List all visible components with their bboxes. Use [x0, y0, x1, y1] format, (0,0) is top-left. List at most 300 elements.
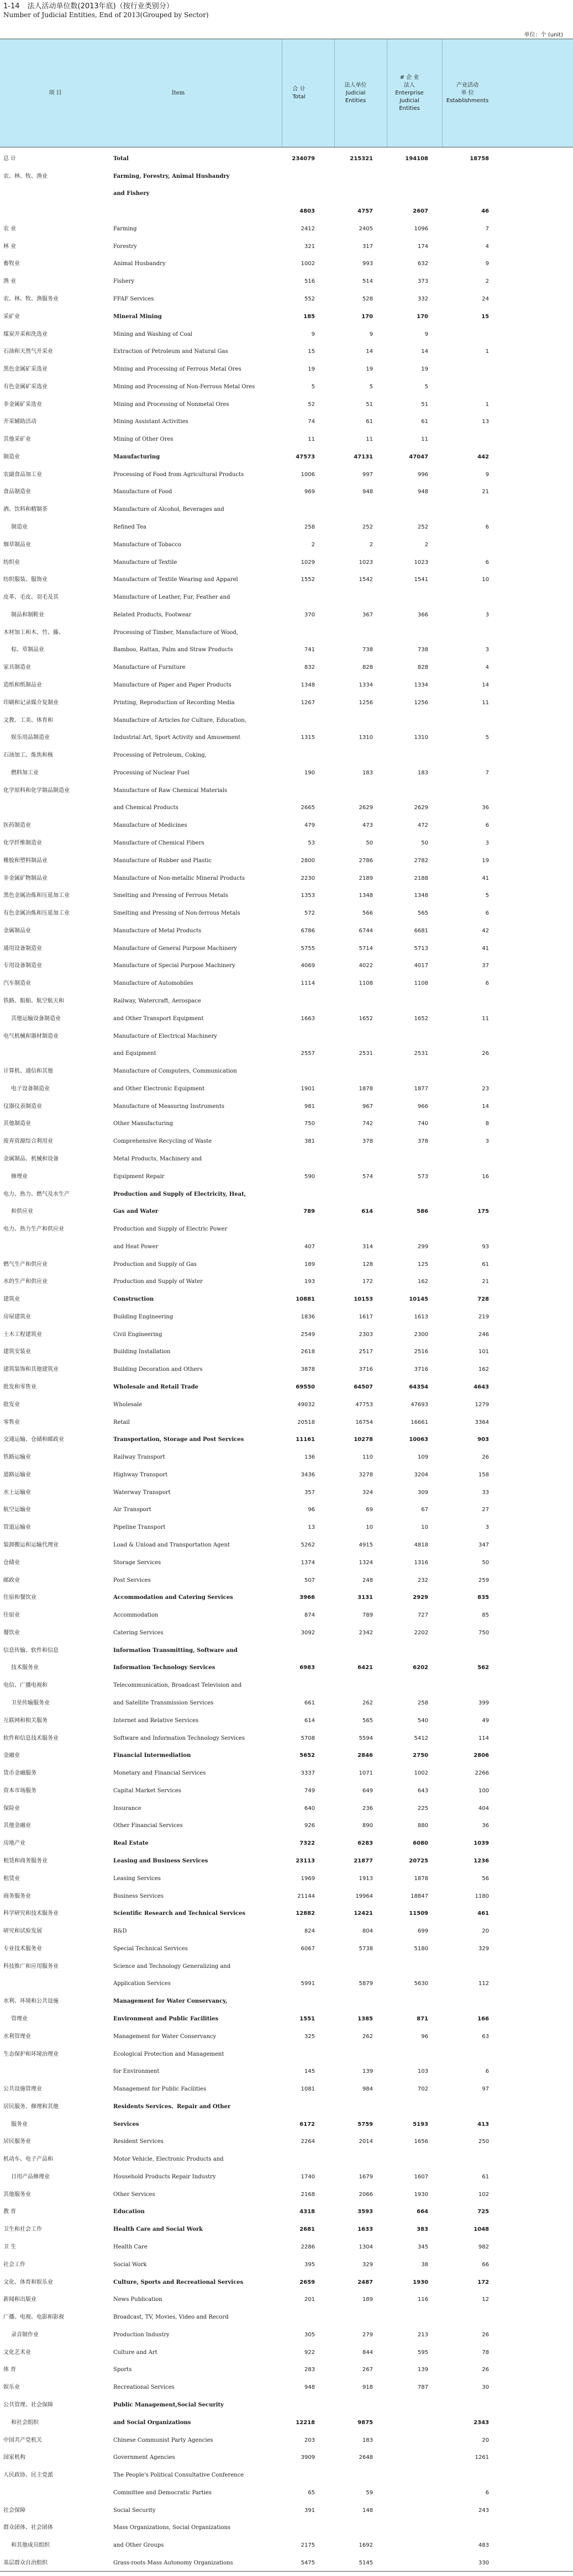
row-label-en: Mining Assistant Activities — [113, 419, 188, 425]
cell-total: 189 — [304, 1261, 315, 1268]
cell-enterprise-entities: 10063 — [409, 1437, 428, 1443]
cell-total: 3436 — [301, 1471, 315, 1478]
cell-total: 572 — [304, 910, 315, 917]
row-label-cn: 生态保护和环境治理业 — [3, 2051, 59, 2057]
cell-judicial-entities: 3593 — [358, 2209, 373, 2215]
row-label-cn: 商务服务业 — [3, 1893, 31, 1899]
cell-enterprise-entities: 1096 — [414, 225, 428, 232]
cell-establishments: 330 — [478, 2559, 489, 2566]
cell-total: 922 — [304, 2349, 315, 2356]
cell-enterprise-entities: 2 — [424, 541, 428, 548]
row-label-en: Mining of Other Ores — [113, 436, 174, 443]
cell-judicial-entities: 47753 — [355, 1401, 373, 1408]
table-row — [0, 1569, 573, 1586]
table-row — [0, 1411, 573, 1428]
row-label-cn: 水的生产和供应业 — [3, 1279, 48, 1285]
row-label-en: and Other Electronic Equipment — [113, 1085, 205, 1092]
cell-judicial-entities: 614 — [361, 1208, 373, 1215]
row-label-cn: 互联网和相关服务 — [3, 1717, 48, 1724]
cell-judicial-entities: 267 — [362, 2367, 373, 2373]
cell-establishments: 63 — [482, 2033, 489, 2040]
cell-enterprise-entities: 6681 — [414, 927, 428, 934]
cell-establishments: 166 — [477, 2015, 489, 2022]
cell-establishments: 10 — [482, 577, 489, 583]
cell-establishments: 1261 — [475, 2454, 489, 2461]
cell-total: 13 — [308, 1524, 315, 1531]
cell-establishments: 4643 — [474, 1384, 489, 1391]
row-label-en: Capital Market Services — [113, 1787, 181, 1794]
row-label-en: Bamboo, Rattan, Palm and Straw Products — [113, 647, 233, 653]
cell-judicial-entities: 16754 — [355, 1419, 373, 1426]
cell-enterprise-entities: 828 — [417, 664, 428, 671]
cell-establishments: 329 — [478, 1945, 489, 1952]
cell-judicial-entities: 279 — [362, 2331, 373, 2338]
cell-enterprise-entities: 2531 — [414, 1051, 428, 1057]
row-label-en: Railway, Watercraft, Aerospace — [113, 997, 201, 1004]
row-label-cn: 铁路、船舶、航空航天和 — [3, 997, 64, 1004]
cell-judicial-entities: 565 — [362, 1717, 373, 1724]
row-label-cn: 人民政协、民主党派 — [3, 2472, 53, 2479]
cell-judicial-entities: 2342 — [359, 1629, 373, 1636]
row-label-en: Committee and Democratic Parties — [113, 2489, 212, 2496]
cell-judicial-entities: 10 — [366, 1524, 373, 1531]
row-label-cn: 黑色金属冶炼和压延加工业 — [3, 893, 70, 899]
table-row — [0, 1498, 573, 1516]
row-label-cn: 建筑业 — [3, 1296, 20, 1303]
row-label-en: News Publication — [113, 2297, 162, 2303]
row-label-en: Manufacture of Special Purpose Machinery — [113, 963, 235, 969]
cell-total: 381 — [304, 1138, 315, 1145]
cell-total: 52 — [308, 401, 315, 408]
cell-enterprise-entities: 258 — [417, 1699, 428, 1706]
row-label-en: Social Work — [113, 2261, 147, 2268]
cell-establishments: 100 — [478, 1787, 489, 1794]
cell-establishments: 219 — [478, 1313, 489, 1320]
cell-establishments: 6 — [485, 980, 489, 987]
table-row — [0, 1744, 573, 1762]
row-label-en: Business Services — [113, 1893, 164, 1899]
cell-total: 3092 — [301, 1629, 315, 1636]
cell-total: 824 — [304, 1928, 315, 1935]
cell-judicial-entities: 5 — [369, 383, 373, 390]
row-label-en: Residents Services、Repair and Other — [113, 2103, 231, 2110]
table-row — [0, 1989, 573, 2007]
row-label-cn: 化学原料和化学制品制造业 — [3, 787, 70, 794]
table-row — [0, 1095, 573, 1112]
cell-judicial-entities: 317 — [362, 243, 373, 250]
row-label-cn: 烟草制品业 — [3, 541, 31, 548]
row-label-cn: 采矿业 — [3, 313, 20, 320]
row-label-cn: 家具制造业 — [3, 664, 31, 671]
table-row — [0, 1375, 573, 1393]
cell-total: 69550 — [296, 1384, 315, 1391]
row-label-cn: 居民服务业 — [3, 2139, 31, 2145]
row-label-en: Mass Organizations, Social Organizations — [113, 2525, 231, 2531]
row-label-en: Building Engineering — [113, 1313, 174, 1320]
cell-total: 832 — [304, 664, 315, 671]
cell-total: 96 — [308, 1507, 315, 1513]
cell-judicial-entities: 12421 — [354, 1910, 373, 1917]
table-row — [0, 796, 573, 814]
cell-total: 1901 — [301, 1085, 315, 1092]
row-label-en: and Equipment — [113, 1051, 156, 1057]
row-label-cn: 国家机构 — [3, 2454, 25, 2461]
cell-judicial-entities: 6421 — [358, 1665, 373, 1671]
cell-establishments: 78 — [482, 2349, 489, 2356]
table-row — [0, 1112, 573, 1130]
cell-total: 49032 — [297, 1401, 315, 1408]
cell-enterprise-entities: 727 — [417, 1612, 428, 1619]
table-row — [0, 1603, 573, 1621]
row-label-cn: 租赁和商务服务业 — [3, 1857, 48, 1864]
row-label-en: Manufacture of Raw Chemical Materials — [113, 787, 228, 794]
row-label-cn: 餐饮业 — [3, 1629, 20, 1636]
cell-establishments: 158 — [478, 1471, 489, 1478]
row-label-cn: 印刷和记录媒介复制业 — [3, 699, 59, 706]
cell-enterprise-entities: 64354 — [409, 1384, 428, 1391]
cell-judicial-entities: 2189 — [359, 875, 373, 881]
cell-establishments: 102 — [478, 2191, 489, 2198]
cell-establishments: 9 — [485, 261, 489, 267]
cell-judicial-entities: 789 — [362, 1612, 373, 1619]
row-label-cn: 非金属矿采选业 — [3, 401, 42, 408]
cell-judicial-entities: 738 — [362, 647, 373, 653]
table-row — [0, 1042, 573, 1060]
row-label-cn: 电子设备制造业 — [11, 1085, 50, 1092]
cell-enterprise-entities: 332 — [417, 295, 428, 302]
cell-judicial-entities: 566 — [362, 910, 373, 917]
cell-total: 2800 — [301, 857, 315, 864]
row-label-cn: 总 计 — [3, 155, 17, 162]
table-row — [0, 638, 573, 656]
cell-judicial-entities: 2 — [369, 541, 373, 548]
table-body — [0, 147, 573, 2572]
row-label-cn: 有色金属冶炼和压延加工业 — [3, 910, 70, 917]
cell-enterprise-entities: 1930 — [413, 2279, 428, 2285]
cell-establishments: 4 — [485, 243, 489, 250]
header-establishments: 产业活动 单 位 Establishments — [442, 39, 492, 147]
row-label-en: Processing of Petroleum, Coking, — [113, 752, 207, 759]
cell-establishments: 399 — [478, 1699, 489, 1706]
cell-total: 11 — [308, 436, 315, 443]
cell-total: 136 — [304, 1454, 315, 1461]
cell-establishments: 12 — [482, 2297, 489, 2303]
table-row — [0, 691, 573, 709]
table-row — [0, 867, 573, 884]
row-label-en: FFAF Services — [113, 295, 154, 302]
table-row — [0, 779, 573, 796]
cell-establishments: 30 — [482, 2384, 489, 2391]
cell-establishments: 3 — [485, 1138, 489, 1145]
cell-total: 2659 — [299, 2279, 315, 2285]
row-label-en: Mining and Washing of Coal — [113, 331, 192, 337]
cell-total: 12218 — [296, 2419, 315, 2426]
table-row — [0, 2358, 573, 2376]
row-label-en: for Environment — [113, 2068, 160, 2075]
row-label-en: Building Decoration and Others — [113, 1366, 203, 1373]
row-label-en: Smelting and Pressing of Non-ferrous Metals — [113, 910, 240, 917]
row-label-cn: 纺织服装、服饰业 — [3, 577, 48, 583]
cell-judicial-entities: 3131 — [358, 1595, 373, 1601]
row-label-cn: 电气机械和器材制造业 — [3, 1033, 59, 1039]
row-label-cn: 和供应业 — [11, 1208, 33, 1215]
cell-total: 321 — [304, 243, 315, 250]
row-label-cn: 造纸和纸制品业 — [3, 682, 42, 689]
table-row — [0, 2183, 573, 2200]
cell-total: 185 — [303, 313, 315, 320]
cell-judicial-entities: 1348 — [359, 893, 373, 899]
row-label-cn: 金融业 — [3, 1752, 20, 1759]
row-label-cn: 教 育 — [3, 2209, 17, 2215]
cell-judicial-entities: 2846 — [358, 1752, 373, 1759]
table-row — [0, 1639, 573, 1656]
cell-total: 874 — [304, 1612, 315, 1619]
row-label-cn: 燃料加工业 — [11, 769, 39, 776]
row-label-cn: 研究和试验发展 — [3, 1928, 42, 1935]
table-row — [0, 849, 573, 867]
table-row — [0, 287, 573, 305]
row-label-cn: 畜牧业 — [3, 261, 20, 267]
cell-establishments: 1236 — [474, 1857, 489, 1864]
cell-establishments: 26 — [482, 2331, 489, 2338]
row-label-cn: 社会工作 — [3, 2261, 25, 2268]
cell-establishments: 18758 — [470, 155, 489, 162]
row-label-cn: 录音制作业 — [11, 2331, 39, 2338]
row-label-cn: 汽车制造业 — [3, 980, 31, 987]
cell-enterprise-entities: 5 — [424, 383, 428, 390]
cell-judicial-entities: 2629 — [359, 805, 373, 811]
row-label-cn: 橡胶和塑料制品业 — [3, 857, 48, 864]
row-label-cn: 制造业 — [3, 453, 20, 460]
table-row — [0, 147, 573, 165]
row-label-en: Science and Technology Generalizing and — [113, 1963, 231, 1970]
table-row — [0, 656, 573, 673]
cell-total: 5755 — [301, 945, 315, 952]
cell-enterprise-entities: 6202 — [413, 1665, 428, 1671]
table-row — [0, 2007, 573, 2025]
cell-total: 357 — [304, 1489, 315, 1496]
table-row — [0, 182, 573, 200]
cell-establishments: 33 — [482, 1489, 489, 1496]
row-label-cn: 电信、广播电视和 — [3, 1682, 48, 1689]
cell-judicial-entities: 148 — [362, 2507, 373, 2514]
row-label-en: Leasing and Business Services — [113, 1857, 208, 1864]
row-label-cn: 和社会组织 — [11, 2419, 39, 2426]
row-label-cn: 废弃资源综合利用业 — [3, 1138, 53, 1145]
cell-enterprise-entities: 309 — [417, 1489, 428, 1496]
row-label-cn: 住宿和餐饮业 — [3, 1595, 36, 1601]
cell-establishments: 41 — [482, 945, 489, 952]
table-row — [0, 2077, 573, 2095]
table-row — [0, 217, 573, 235]
cell-establishments: 903 — [477, 1437, 489, 1443]
cell-establishments: 1048 — [474, 2226, 489, 2233]
table-row — [0, 1393, 573, 1411]
table-row — [0, 709, 573, 726]
row-label-cn: 铁路运输业 — [3, 1454, 31, 1461]
table-row — [0, 199, 573, 217]
cell-enterprise-entities: 1652 — [414, 1015, 428, 1022]
cell-judicial-entities: 1617 — [359, 1313, 373, 1320]
cell-total: 5475 — [301, 2559, 315, 2566]
row-label-en: and Fishery — [113, 191, 150, 197]
row-label-cn: 通用设备制造业 — [3, 945, 42, 952]
cell-judicial-entities: 1256 — [359, 699, 373, 706]
cell-total: 1551 — [299, 2015, 315, 2022]
cell-enterprise-entities: 5713 — [414, 945, 428, 952]
row-label-cn: 水上运输业 — [3, 1489, 31, 1496]
row-label-cn: 科学研究和技术服务业 — [3, 1910, 59, 1917]
row-label-cn: 农 业 — [3, 225, 17, 232]
cell-enterprise-entities: 19 — [421, 366, 428, 373]
cell-establishments: 243 — [478, 2507, 489, 2514]
row-label-cn: 有色金属矿采选业 — [3, 383, 48, 390]
row-label-cn: 机动车、电子产品和 — [3, 2156, 53, 2163]
cell-enterprise-entities: 11 — [421, 436, 428, 443]
cell-total: 10881 — [296, 1296, 315, 1303]
row-label-cn: 渔 业 — [3, 278, 17, 285]
cell-judicial-entities: 252 — [362, 524, 373, 531]
row-label-cn: 管理业 — [11, 2015, 28, 2022]
row-label-en: Other Manufacturing — [113, 1121, 174, 1127]
row-label-cn: 卫星传输服务业 — [11, 1699, 50, 1706]
row-label-en: Culture, Sports and Recreational Services — [113, 2279, 244, 2285]
cell-enterprise-entities: 740 — [417, 1121, 428, 1127]
table-row — [0, 2165, 573, 2183]
row-label-en: Load & Unload and Transportation Agent — [113, 1542, 230, 1549]
cell-establishments: 3 — [485, 611, 489, 618]
row-label-en: Manufacture of Tobacco — [113, 541, 182, 548]
row-label-cn: 软件和信息技术服务业 — [3, 1735, 59, 1741]
cell-enterprise-entities: 2202 — [414, 1629, 428, 1636]
cell-establishments: 4 — [485, 664, 489, 671]
cell-enterprise-entities: 47047 — [409, 453, 428, 460]
row-label-cn: 房屋建筑业 — [3, 1313, 31, 1320]
cell-total: 2618 — [301, 1349, 315, 1355]
table-row — [0, 1779, 573, 1797]
cell-establishments: 97 — [482, 2086, 489, 2093]
cell-enterprise-entities: 252 — [417, 524, 428, 531]
row-label-cn: 黑色金属矿采选业 — [3, 366, 48, 373]
row-label-cn: 交通运输、仓储和邮政业 — [3, 1437, 64, 1443]
cell-establishments: 6 — [485, 559, 489, 566]
cell-total: 926 — [304, 1823, 315, 1829]
cell-judicial-entities: 367 — [362, 611, 373, 618]
cell-establishments: 8 — [485, 1121, 489, 1127]
row-label-cn: 金属制品、机械和设备 — [3, 1155, 59, 1162]
table-row — [0, 1972, 573, 1990]
cell-total: 640 — [304, 1805, 315, 1812]
row-label-en: Telecommunication, Broadcast Television and — [113, 1682, 242, 1689]
cell-judicial-entities: 948 — [362, 489, 373, 495]
cell-establishments: 14 — [482, 1103, 489, 1110]
table-row — [0, 1586, 573, 1604]
cell-total: 3966 — [299, 1595, 315, 1601]
cell-establishments: 3 — [485, 647, 489, 653]
cell-judicial-entities: 262 — [362, 2033, 373, 2040]
table-row — [0, 323, 573, 340]
cell-establishments: 5 — [485, 893, 489, 899]
cell-total: 370 — [304, 611, 315, 618]
table-row — [0, 726, 573, 744]
row-label-en: Production and Supply of Electric Power — [113, 1226, 228, 1233]
cell-judicial-entities: 6744 — [359, 927, 373, 934]
cell-establishments: 982 — [478, 2244, 489, 2251]
cell-establishments: 2266 — [475, 1770, 489, 1777]
cell-enterprise-entities: 383 — [417, 2226, 428, 2233]
cell-total: 1969 — [301, 1875, 315, 1882]
cell-establishments: 2343 — [474, 2419, 489, 2426]
cell-total: 4803 — [299, 208, 315, 215]
cell-enterprise-entities: 787 — [417, 2384, 428, 2391]
row-label-cn: 基层群众自治组织 — [3, 2559, 48, 2566]
table-row — [0, 498, 573, 516]
cell-judicial-entities: 139 — [362, 2068, 373, 2075]
row-label-en: Scientific Research and Technical Services — [113, 1910, 245, 1917]
table-row — [0, 1059, 573, 1077]
cell-establishments: 21 — [482, 1279, 489, 1285]
cell-establishments: 413 — [477, 2121, 489, 2128]
table-row — [0, 585, 573, 603]
table-row — [0, 1270, 573, 1288]
row-label-en: Civil Engineering — [113, 1331, 162, 1338]
row-label-cn: 仓储业 — [3, 1559, 20, 1566]
row-label-en: Education — [113, 2209, 145, 2215]
row-label-en: Grass-roots Mass Autonomy Organizations — [113, 2559, 233, 2566]
cell-judicial-entities: 3278 — [359, 1471, 373, 1478]
cell-total: 5 — [311, 383, 315, 390]
table-row — [0, 2463, 573, 2481]
table-row — [0, 1165, 573, 1183]
cell-judicial-entities: 1633 — [358, 2226, 373, 2233]
cell-establishments: 7 — [485, 769, 489, 776]
row-label-en: Manufacture of Rubber and Plastic — [113, 857, 212, 864]
cell-establishments: 37 — [482, 963, 489, 969]
cell-total: 3337 — [301, 1770, 315, 1777]
row-label-cn: 娱乐业 — [3, 2384, 20, 2391]
cell-establishments: 6 — [485, 2489, 489, 2496]
cell-establishments: 46 — [481, 208, 489, 215]
cell-judicial-entities: 2648 — [359, 2454, 373, 2461]
table-row — [0, 445, 573, 463]
cell-total: 15 — [308, 349, 315, 355]
row-label-cn: 其他服务业 — [3, 2191, 31, 2198]
cell-judicial-entities: 2517 — [359, 1349, 373, 1355]
table-row — [0, 1147, 573, 1165]
cell-total: 2286 — [301, 2244, 315, 2251]
row-label-cn: 电力、热力、燃气及水生产 — [3, 1191, 70, 1197]
cell-judicial-entities: 918 — [362, 2384, 373, 2391]
cell-total: 325 — [304, 2033, 315, 2040]
table-row — [0, 2218, 573, 2235]
row-label-en: Construction — [113, 1296, 154, 1303]
cell-establishments: 6 — [485, 910, 489, 917]
row-label-cn: 新闻和出版业 — [3, 2297, 36, 2303]
table-row — [0, 1077, 573, 1095]
cell-total: 53 — [308, 840, 315, 846]
table-row — [0, 2499, 573, 2516]
row-label-en: Financial Intermediation — [113, 1752, 191, 1759]
row-label-en: Software and Information Technology Services — [113, 1735, 245, 1741]
cell-judicial-entities: 3716 — [359, 1366, 373, 1373]
table-row — [0, 1849, 573, 1867]
row-label-en: Resident Services — [113, 2139, 164, 2145]
cell-judicial-entities: 993 — [362, 261, 373, 267]
cell-establishments: 112 — [478, 1981, 489, 1987]
row-label-cn: 燃气生产和供应业 — [3, 1261, 48, 1268]
cell-total: 5262 — [301, 1542, 315, 1549]
row-label-cn: 广播、电视、电影和影视 — [3, 2314, 64, 2321]
